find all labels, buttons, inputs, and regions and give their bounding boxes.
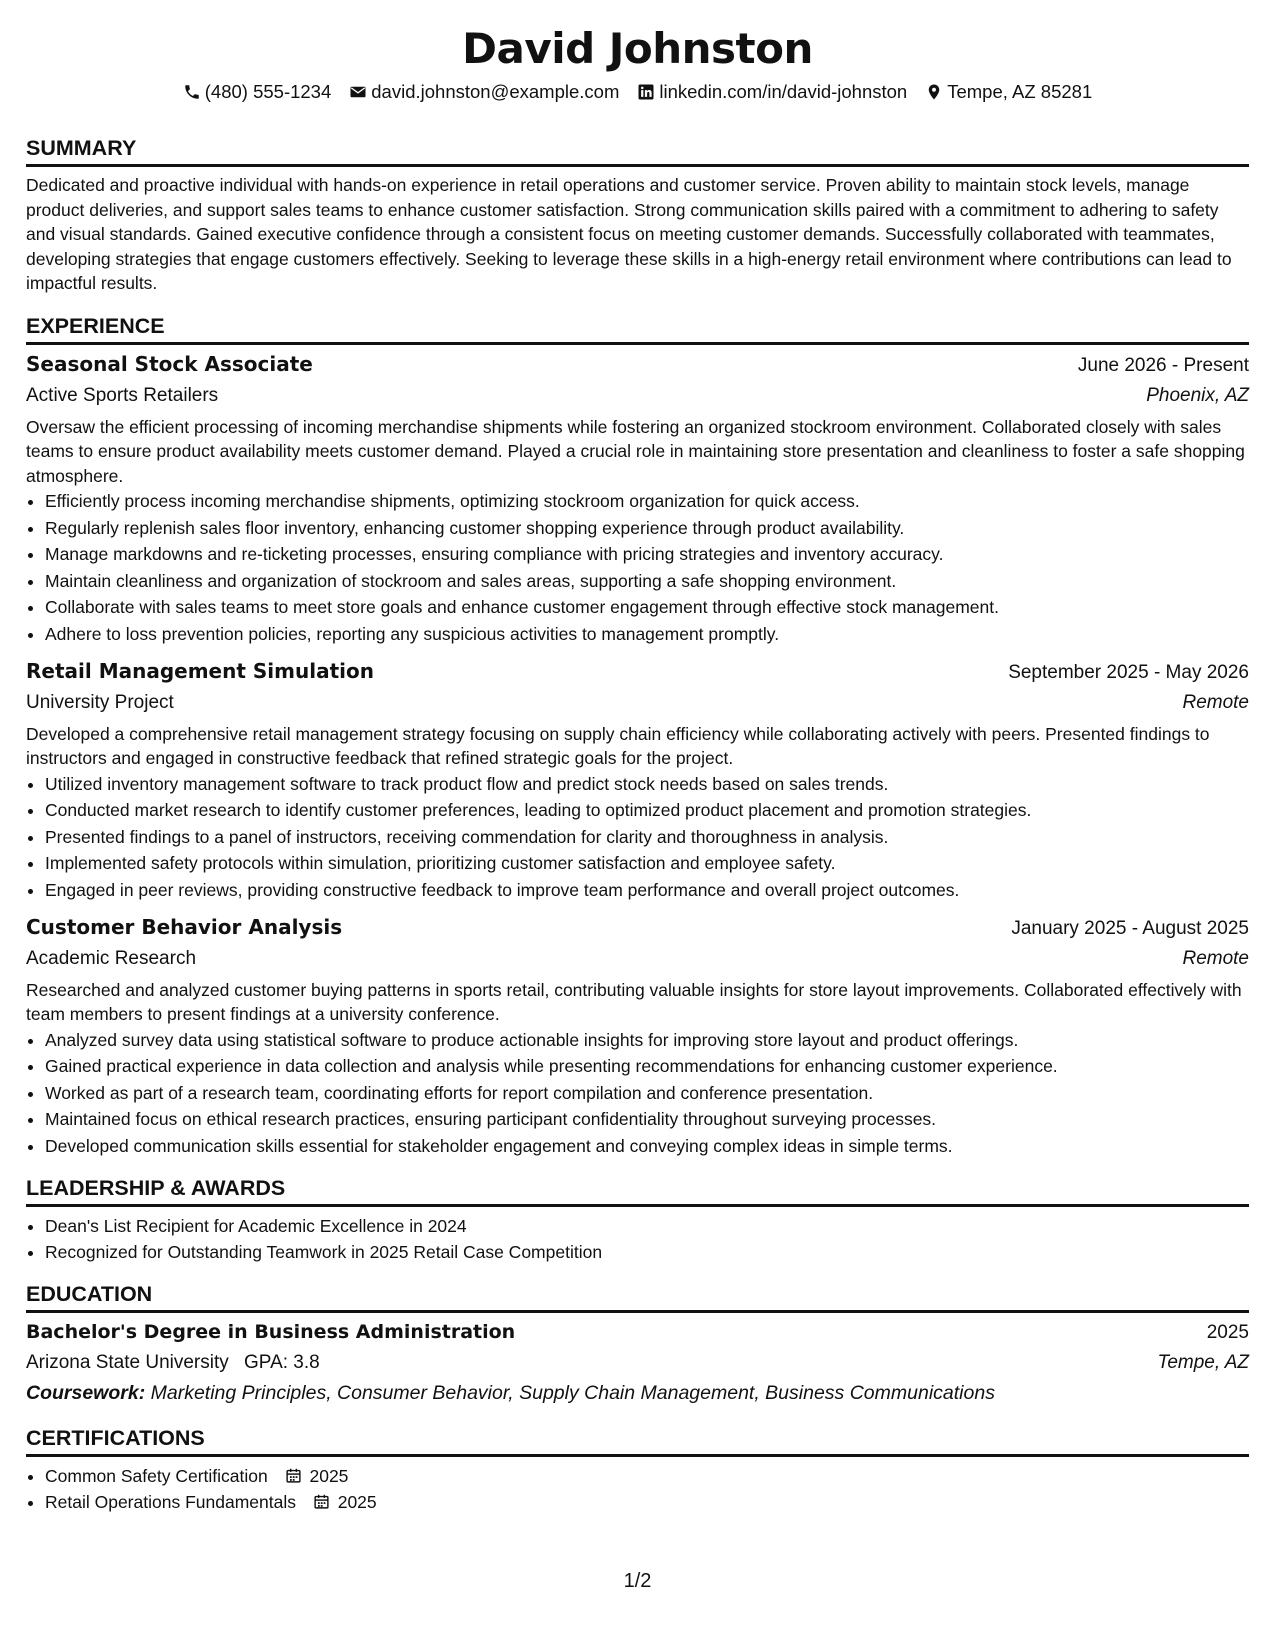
job-bullets [26, 771, 1249, 904]
contact-bar [26, 80, 1249, 104]
list-item: • Collaborate with sales teams to meet store goals and enhance customer engagement through effective stock management. [45, 594, 1249, 621]
linkedin-icon [637, 83, 655, 101]
list-item: • Recognized for Outstanding Teamwork in 2025 Retail Case Competition [45, 1239, 1249, 1266]
coursework-label: Coursework: [26, 1381, 146, 1404]
job-org: University Project [26, 691, 174, 713]
section-title: CERTIFICATIONS [26, 1424, 1249, 1457]
job-bullets [26, 1027, 1249, 1160]
experience-section [26, 312, 1249, 1160]
page-number: 1/2 [623, 1570, 652, 1592]
list-item: • Worked as part of a research team, coordinating efforts for report compilation and conference presentation. [45, 1080, 1249, 1107]
education-year: 2025 [1206, 1321, 1249, 1343]
coursework [26, 1378, 1249, 1408]
job-entry [26, 349, 1249, 648]
job-org: Active Sports Retailers [26, 384, 219, 406]
job-date: September 2025 - May 2026 [1008, 661, 1249, 683]
coursework-list: Marketing Principles, Consumer Behavior, Supply Chain Management, Business Communications [150, 1381, 995, 1404]
summary-text: Dedicated and proactive individual with hands-on experience in retail operations and customer service. Proven ability to maintain stock levels, manage product deliveries, and support sales teams to enhance customer satisfaction. Strong communication skills paired with a commitment to adhering to safety and visual standards. Gained executive confidence through a consistent focus on meeting customer demands. Successfully collaborated with teammates, developing strategies that engage customers effectively. Seeking to leverage these skills in a high-energy retail environment where contributions can lead to impactful results. [26, 175, 1232, 293]
location-text: Tempe, AZ 85281 [947, 81, 1093, 102]
list-item: • Gained practical experience in data collection and analysis while presenting recommendations for enhancing customer experience. [45, 1053, 1249, 1080]
list-item [45, 1463, 1249, 1490]
candidate-name: David Johnston [462, 24, 813, 73]
list-item: • Dean's List Recipient for Academic Excellence in 2024 [45, 1213, 1249, 1240]
contact-location [925, 80, 1092, 104]
list-item: • Maintained focus on ethical research practices, ensuring participant confidentiality throughout surveying processes. [45, 1106, 1249, 1133]
job-entry [26, 912, 1249, 1160]
email-text: david.johnston@example.com [371, 81, 620, 102]
section-title: EDUCATION [26, 1280, 1249, 1313]
degree-title: Bachelor's Degree in Business Administration [26, 1320, 516, 1343]
job-location: Remote [1182, 691, 1249, 713]
envelope-icon [349, 83, 367, 101]
map-pin-icon [925, 83, 943, 101]
job-description: Researched and analyzed customer buying patterns in sports retail, contributing valuable insights for store layout improvements. Collaborated effectively with team members to present findings at a university conference. [26, 979, 1242, 1025]
job-title: Seasonal Stock Associate [26, 351, 313, 376]
calendar-icon [285, 1467, 302, 1484]
linkedin-text: linkedin.com/in/david-johnston [659, 81, 908, 102]
job-title: Customer Behavior Analysis [26, 914, 343, 939]
job-date: January 2025 - August 2025 [1011, 917, 1249, 939]
job-description: Oversaw the efficient processing of incoming merchandise shipments while fostering an organized stockroom environment. Collaborated closely with sales teams to ensure product availability meets customer demand. Played a crucial role in maintaining store presentation and cleanliness to foster a safe shopping atmosphere. [26, 416, 1245, 486]
certification-year: 2025 [337, 1492, 377, 1513]
phone-icon [183, 83, 201, 101]
school-location: Tempe, AZ [1157, 1351, 1249, 1373]
list-item [45, 1489, 1249, 1516]
list-item: • Engaged in peer reviews, providing constructive feedback to improve team performance and overall project outcomes. [45, 877, 1249, 904]
leadership-list [26, 1213, 1249, 1266]
list-item: • Developed communication skills essential for stakeholder engagement and conveying complex ideas in simple terms. [45, 1133, 1249, 1160]
list-item: • Maintain cleanliness and organization of stockroom and sales areas, supporting a safe shopping environment. [45, 568, 1249, 595]
job-org: Academic Research [26, 947, 197, 969]
certification-name: Retail Operations Fundamentals [45, 1492, 296, 1513]
list-item: • Efficiently process incoming merchandise shipments, optimizing stockroom organization for quick access. [45, 488, 1249, 515]
calendar-icon [313, 1493, 330, 1510]
contact-linkedin[interactable] [637, 80, 907, 104]
section-title: LEADERSHIP & AWARDS [26, 1174, 1249, 1207]
list-item: • Utilized inventory management software to track product flow and predict stock needs based on sales trends. [45, 771, 1249, 798]
job-description: Developed a comprehensive retail management strategy focusing on supply chain efficiency while collaborating actively with peers. Presented findings to instructors and engaged in constructive feedback that refined strategic goals for the project. [26, 723, 1210, 769]
certification-name: Common Safety Certification [45, 1465, 268, 1486]
job-date: June 2026 - Present [1077, 354, 1249, 376]
leadership-section [26, 1174, 1249, 1266]
education-section [26, 1280, 1249, 1408]
job-bullets [26, 488, 1249, 648]
section-title: EXPERIENCE [26, 312, 1249, 345]
job-entry [26, 656, 1249, 904]
certifications-list [26, 1463, 1249, 1516]
list-item: • Implemented safety protocols within simulation, prioritizing customer satisfaction and employee safety. [45, 850, 1249, 877]
certifications-section [26, 1424, 1249, 1516]
gpa: GPA: 3.8 [244, 1351, 320, 1373]
job-title: Retail Management Simulation [26, 658, 374, 683]
job-location: Remote [1182, 947, 1249, 969]
school-name: Arizona State University [26, 1351, 229, 1373]
list-item: • Analyzed survey data using statistical software to produce actionable insights for improving store layout and product offerings. [45, 1027, 1249, 1054]
list-item: • Presented findings to a panel of instructors, receiving commendation for clarity and thoroughness in analysis. [45, 824, 1249, 851]
list-item: • Conducted market research to identify customer preferences, leading to optimized product placement and promotion strategies. [45, 797, 1249, 824]
summary-section [26, 134, 1249, 296]
contact-phone[interactable] [183, 80, 332, 104]
list-item: • Manage markdowns and re-ticketing processes, ensuring compliance with pricing strategies and inventory accuracy. [45, 541, 1249, 568]
job-location: Phoenix, AZ [1146, 384, 1249, 406]
certification-year: 2025 [309, 1465, 349, 1486]
phone-text: (480) 555-1234 [204, 81, 332, 102]
contact-email[interactable] [349, 80, 619, 104]
list-item: • Regularly replenish sales floor inventory, enhancing customer shopping experience through product availability. [45, 515, 1249, 542]
list-item: • Adhere to loss prevention policies, reporting any suspicious activities to management promptly. [45, 621, 1249, 648]
section-title: SUMMARY [26, 134, 1249, 167]
